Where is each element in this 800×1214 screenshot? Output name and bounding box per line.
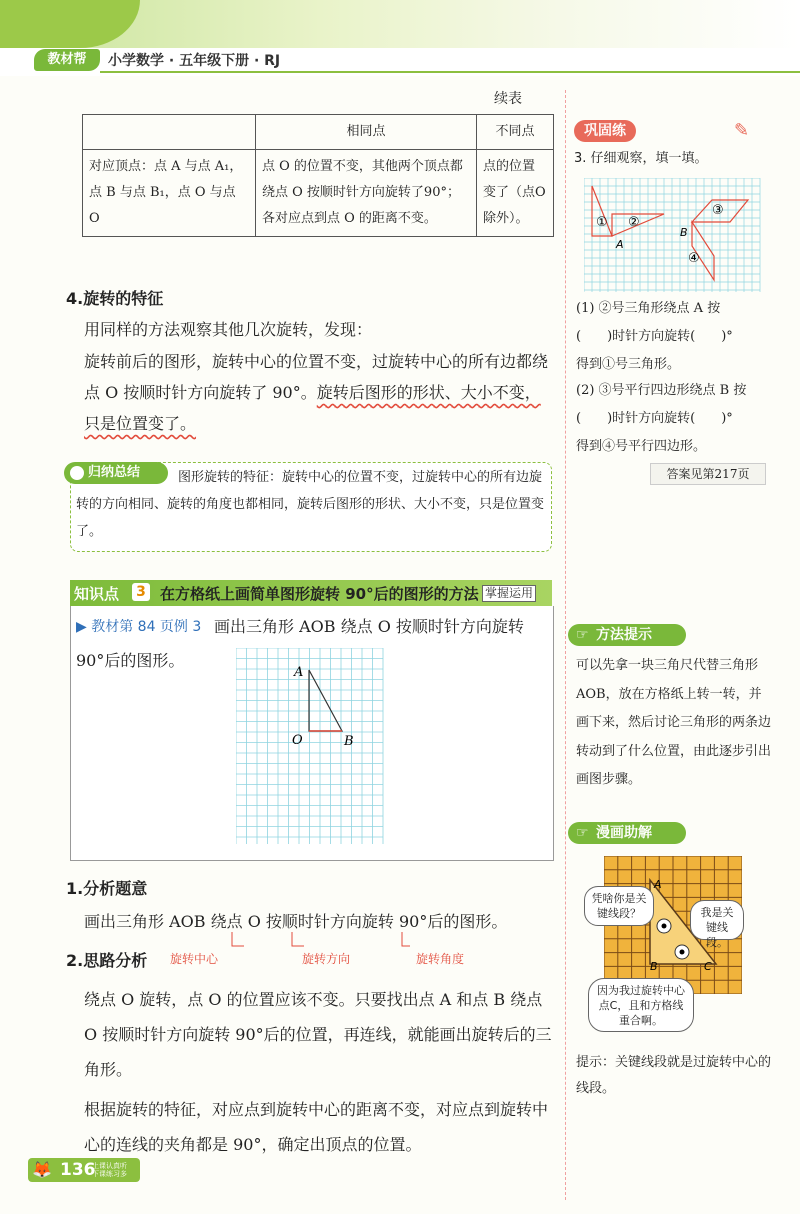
practice-grid-figure [584, 178, 762, 294]
practice-grid-lines [584, 178, 760, 292]
footer-slogan-2: 下课练习多 [92, 1170, 127, 1178]
section-heading-features: 4.旋转的特征 [66, 289, 164, 308]
table-row [83, 150, 554, 237]
speech-bubble-1: 凭啥你是关键线段？ [584, 886, 654, 926]
hand-pointer-icon: ☞ [576, 825, 589, 841]
table-cell-diff: 点的位置变了（点O 除外）。 [477, 150, 554, 237]
target-icon [70, 466, 84, 480]
features-text: 旋转前后的图形，旋转中心的位置不变，过旋转中心的所有边都绕点 O 按顺时针方向旋转了 90°。 [84, 352, 549, 402]
page-breadcrumb: 小学数学 · 五年级下册 · RJ [108, 53, 281, 69]
practice-question: 3. 仔细观察，填一填。 [574, 151, 708, 166]
knowledge-point-number: 3 [132, 583, 150, 601]
comic-hint: 提示：关键线段就是过旋转中心的线段。 [576, 1055, 772, 1096]
analysis-text-2: 绕点 O 旋转，点 O 的位置应该不变。只要找出点 A 和点 B 绕点 O 按顺时针方向旋转 90°后的位置，再连线，就能画出旋转后的三角形。 [84, 990, 552, 1079]
table-header-diff: 不同点 [477, 115, 554, 150]
paragraph-features [84, 346, 554, 439]
knowledge-point-title: 在方格纸上画简单图形旋转 90°后的图形的方法 [160, 585, 479, 603]
summary-tag [64, 462, 168, 484]
analysis-heading-2: 2.思路分析 [66, 951, 148, 970]
tip-label [568, 624, 686, 646]
mastery-tag: 掌握运用 [482, 585, 536, 602]
table-header-empty [83, 115, 256, 150]
annotation-center: 旋转中心 [170, 952, 219, 966]
vertex-label-o: O [292, 733, 303, 748]
label-a: A [616, 238, 624, 251]
textbook-reference: ▶ 教材第 84 页例 3 [76, 619, 202, 635]
knowledge-point-label: 知识点 [74, 585, 120, 603]
comic-label-a: A [654, 878, 662, 891]
comparison-table [82, 114, 554, 237]
example-grid-figure [236, 648, 384, 844]
example-question-line1: 画出三角形 AOB 绕点 O 按顺时针方向旋转 [214, 617, 524, 636]
example-question-line2: 90°后的图形。 [76, 651, 185, 670]
hand-pointer-icon: ☞ [576, 627, 589, 643]
tip-label-text: 方法提示 [596, 627, 652, 643]
label-3: ③ [712, 203, 724, 218]
summary-tag-label: 归纳总结 [88, 465, 141, 480]
annotation-angle: 旋转角度 [416, 952, 465, 966]
analysis-text-3: 根据旋转的特征，对应点到旋转中心的距离不变，对应点到旋转中心的连线的夹角都是 90°，确定出顶点的位置。 [84, 1100, 549, 1154]
sub-question-1c: 得到①号三角形。 [576, 357, 681, 372]
label-4: ④ [688, 251, 700, 266]
sub-question-1a: (1) ②号三角形绕点 A 按 [576, 301, 721, 316]
paragraph-observe: 用同样的方法观察其他几次旋转，发现： [84, 320, 373, 339]
table-caption: 续表 [494, 91, 522, 107]
answer-reference: 答案见第217页 [650, 463, 766, 485]
table-cell-same: 点 O 的位置不变，其他两个顶点都绕点 O 按顺时针方向旋转了90°；各对应点到点 O 的距离不变。 [256, 150, 477, 237]
practice-label: 巩固练 [574, 120, 636, 142]
pencil-icon: ✎ [734, 120, 750, 141]
sub-question-2c: 得到④号平行四边形。 [576, 439, 707, 454]
brand-logo: 教材帮 [34, 49, 100, 71]
analysis-heading-1: 1.分析题意 [66, 879, 148, 898]
summary-text: 图形旋转的特征：旋转中心的位置不变，过旋转中心的所有边旋转的方向相同、旋转的角度也都相同，旋转后图形的形状、大小不变，只是位置变了。 [76, 470, 545, 539]
analysis-text-1: 画出三角形 AOB 绕点 O 按顺时针方向旋转 90°后的图形。 [84, 912, 508, 931]
sub-question-2a: (2) ③号平行四边形绕点 B 按 [576, 383, 747, 398]
vertex-label-a: A [294, 665, 304, 680]
page-number: 136 [60, 1160, 96, 1180]
header-divider [100, 71, 800, 73]
footer-slogan [92, 1162, 127, 1178]
sub-question-2b: ( )时针方向旋转( )° [576, 411, 733, 426]
label-b: B [680, 226, 688, 239]
vertex-text-b: 点 B 与点 B₁，点 O 与点 O [89, 185, 236, 226]
vertex-label-b: B [344, 734, 354, 749]
table-header-row [83, 115, 554, 150]
table-cell-vertices [83, 150, 256, 237]
comic-label-b: B [650, 960, 658, 973]
speech-bubble-3: 因为我过旋转中心点C，且和方格线重合啊。 [588, 978, 694, 1032]
comic-label [568, 822, 686, 844]
features-highlight: 旋转后图形的形状、大小不变，只是位置变了。 [84, 383, 541, 433]
comic-label-text: 漫画助解 [596, 825, 652, 841]
annotation-direction: 旋转方向 [302, 952, 351, 966]
vertex-text-a: 对应顶点：点 A 与点 A₁， [89, 159, 243, 174]
comic-label-c: C [704, 960, 712, 973]
label-2: ② [628, 215, 640, 230]
mascot-icon: 🦊 [32, 1160, 52, 1179]
table-header-same: 相同点 [256, 115, 477, 150]
label-1: ① [596, 215, 608, 230]
tip-text: 可以先拿一块三角尺代替三角形 AOB，放在方格纸上转一转，并画下来，然后讨论三角形的两条边转动到了什么位置，由此逐步引出画图步骤。 [576, 658, 772, 787]
speech-bubble-2: 我是关键线段。 [690, 900, 744, 940]
sub-question-1b: ( )时针方向旋转( )° [576, 329, 733, 344]
column-divider [565, 90, 566, 1200]
footer-slogan-1: 上课认真听 [92, 1162, 127, 1170]
